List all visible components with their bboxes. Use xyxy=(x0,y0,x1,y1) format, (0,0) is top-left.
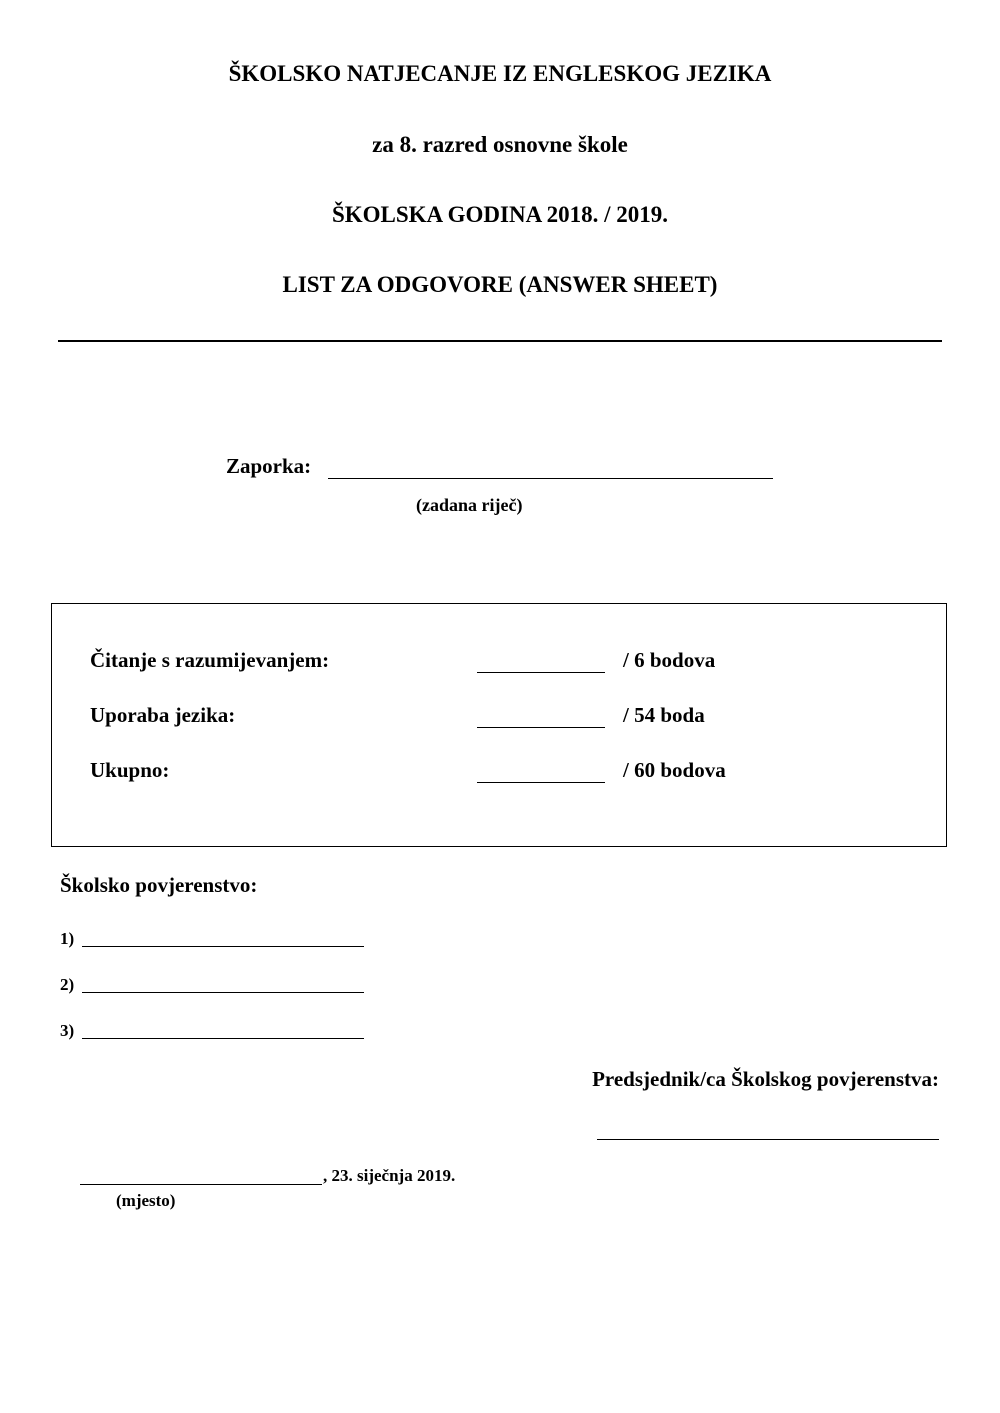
score-field-language-use[interactable] xyxy=(477,727,605,728)
president-label: Predsjednik/ca Školskog povjerenstva: xyxy=(592,1067,939,1091)
score-field-total[interactable] xyxy=(477,782,605,783)
score-row-label-reading: Čitanje s razumijevanjem: xyxy=(90,648,330,672)
president-signature-field[interactable] xyxy=(597,1139,939,1140)
header-divider xyxy=(58,340,942,342)
grade-subtitle: za 8. razred osnovne škole xyxy=(372,132,628,157)
score-row-label-language-use: Uporaba jezika: xyxy=(90,703,236,727)
score-row-max-language-use: / 54 boda xyxy=(623,703,705,727)
place-field[interactable] xyxy=(80,1184,322,1185)
committee-member-number: 3) xyxy=(60,1021,75,1040)
answer-sheet-title: LIST ZA ODGOVORE (ANSWER SHEET) xyxy=(282,272,718,297)
password-note: (zadana riječ) xyxy=(416,495,523,515)
place-note: (mjesto) xyxy=(116,1191,176,1210)
committee-member-number: 1) xyxy=(60,929,75,948)
score-box xyxy=(51,603,947,847)
date-text: , 23. siječnja 2019. xyxy=(323,1166,456,1185)
password-label: Zaporka: xyxy=(226,454,312,478)
score-field-reading[interactable] xyxy=(477,672,605,673)
score-row-label-total: Ukupno: xyxy=(90,758,170,782)
password-field[interactable] xyxy=(328,478,773,479)
committee-title: Školsko povjerenstvo: xyxy=(60,873,258,897)
score-row-max-reading: / 6 bodova xyxy=(623,648,716,672)
committee-member-number: 2) xyxy=(60,975,75,994)
score-row-max-total: / 60 bodova xyxy=(623,758,726,782)
committee-member-2-field[interactable] xyxy=(82,992,364,993)
school-year: ŠKOLSKA GODINA 2018. / 2019. xyxy=(331,202,669,227)
competition-title: ŠKOLSKO NATJECANJE IZ ENGLESKOG JEZIKA xyxy=(228,61,772,86)
committee-member-1-field[interactable] xyxy=(82,946,364,947)
committee-member-3-field[interactable] xyxy=(82,1038,364,1039)
